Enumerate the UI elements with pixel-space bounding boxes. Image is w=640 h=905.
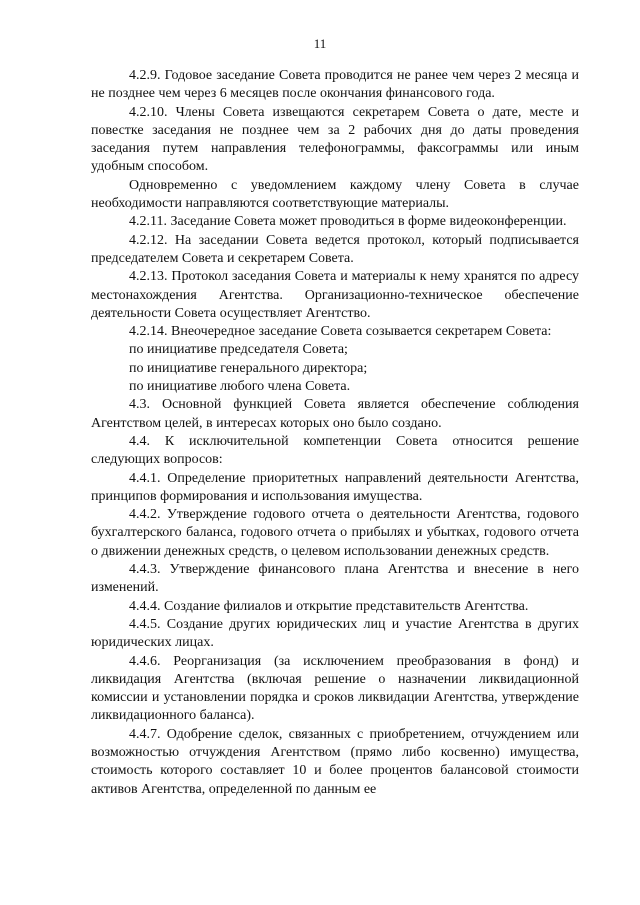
list-item-chairman-initiative: по инициативе председателя Совета;	[129, 342, 348, 358]
paragraph-4-4-2: 4.4.2. Утверждение годового отчета о деятельности Агентства, годового бухгалтерского баланса, годового отчета о прибылях и убытках, годового отчета о движении денежных средств, о целевом использовании денежных средств.	[91, 507, 579, 559]
paragraph-4-2-12: 4.2.12. На заседании Совета ведется протокол, который подписывается председателем Совета и секретарем Совета.	[91, 232, 579, 266]
list-item-director-initiative: по инициативе генерального директора;	[129, 360, 368, 376]
paragraph-4-2-14: 4.2.14. Внеочередное заседание Совета созывается секретарем Совета:	[129, 324, 552, 340]
paragraph-4-4: 4.4. К исключительной компетенции Совета относится решение следующих вопросов:	[91, 433, 579, 468]
paragraph-4-2-13: 4.2.13. Протокол заседания Совета и материалы к нему хранятся по адресу местонахождения Агентства. Организационно-техническое обеспечение деятельности Совета осуществляет Агентство.	[91, 269, 579, 321]
paragraph-4-4-4: 4.4.4. Создание филиалов и открытие представительств Агентства.	[129, 598, 529, 614]
paragraph-4-3: 4.3. Основной функцией Совета является обеспечение соблюдения Агентством целей, в интересах которых оно было создано.	[91, 397, 579, 431]
paragraph-4-4-1: 4.4.1. Определение приоритетных направлений деятельности Агентства, принципов формирования и использования имущества.	[91, 470, 579, 504]
document-body	[91, 67, 579, 799]
paragraph-4-4-7: 4.4.7. Одобрение сделок, связанных с приобретением, отчуждением или возможностью отчуждения Агентством (прямо либо косвенно) имущества, стоимость которого составляет 10 и более процентов балансовой стоимости активов Агентства, определенной по данным ее	[91, 726, 579, 797]
page-number: 11	[313, 36, 327, 51]
paragraph-4-4-6: 4.4.6. Реорганизация (за исключением преобразования в фонд) и ликвидация Агентства (включая решение о назначении ликвидационной комиссии и установлении порядка и сроков ликвидации Агентства, утверждение ликвидационного баланса).	[91, 653, 579, 724]
paragraph-notification-materials: Одновременно с уведомлением каждому члену Совета в случае необходимости направляются соответствующие материалы.	[91, 177, 579, 212]
list-item-member-initiative: по инициативе любого члена Совета.	[129, 379, 351, 395]
paragraph-4-2-10: 4.2.10. Члены Совета извещаются секретарем Совета о дате, месте и повестке заседания не позднее чем за 2 рабочих дня до даты проведения заседания путем направления телефонограммы, факсограммы или иным удобным способом.	[91, 104, 579, 175]
paragraph-4-4-5: 4.4.5. Создание других юридических лиц и участие Агентства в других юридических лицах.	[91, 616, 579, 651]
paragraph-4-2-9: 4.2.9. Годовое заседание Совета проводится не ранее чем через 2 месяца и не позднее чем через 6 месяцев после окончания финансового года.	[91, 68, 579, 102]
paragraph-4-4-3: 4.4.3. Утверждение финансового плана Агентства и внесение в него изменений.	[91, 562, 579, 596]
paragraph-4-2-11: 4.2.11. Заседание Совета может проводиться в форме видеоконференции.	[129, 214, 567, 230]
